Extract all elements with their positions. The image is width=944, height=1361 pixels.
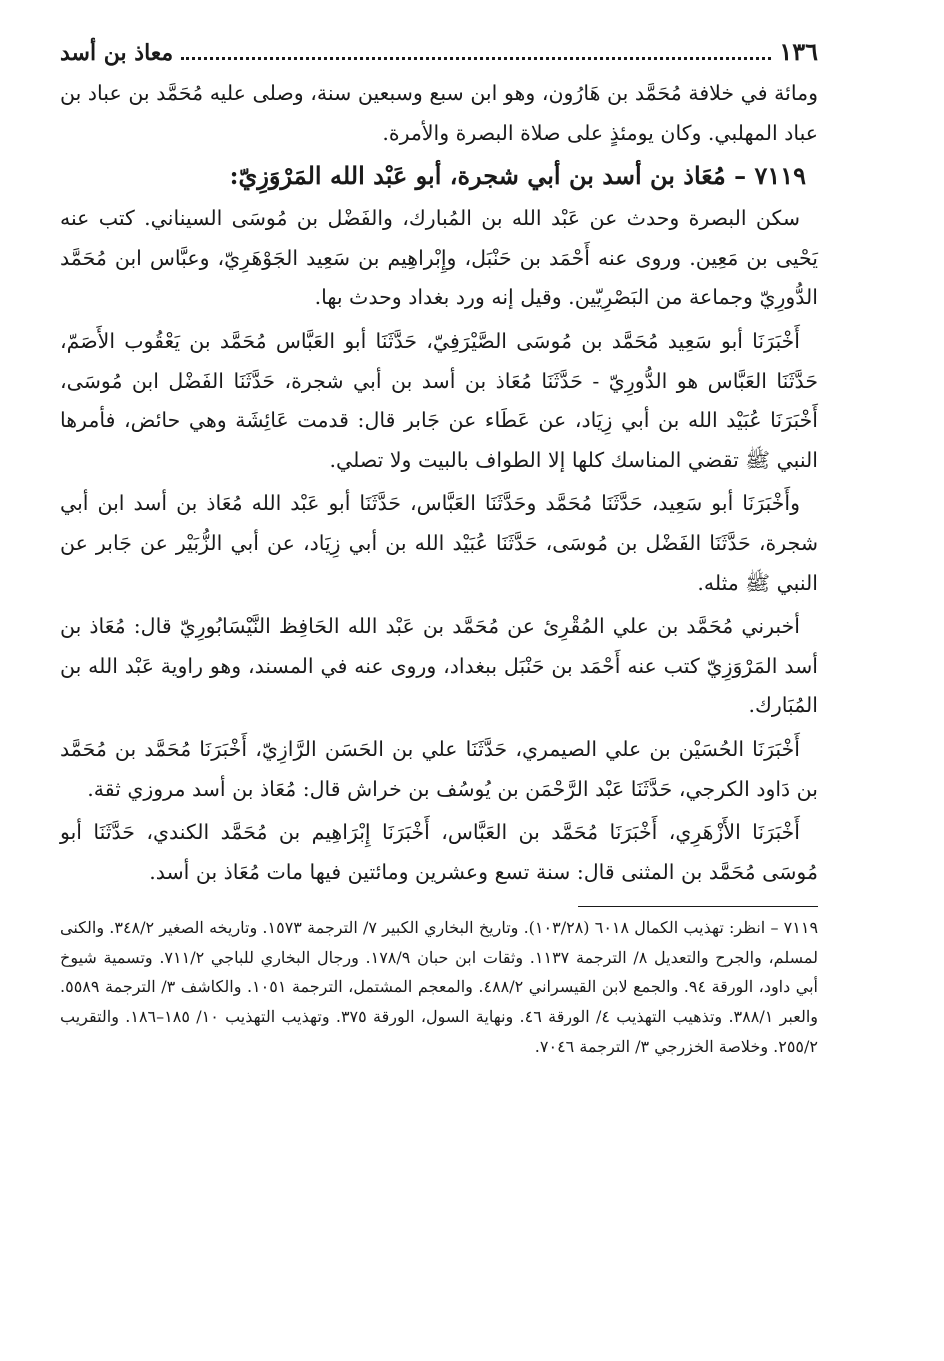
entry-paragraph-khirash: أَخْبَرَنَا الحُسَيْن بن علي الصيمري، حَدَّثَنَا علي بن الحَسَن الرَّازِيّ، أَخْبَرَنَا مُحَمَّد بن مُحَمَّد بن دَاود الكرجي، حَدَّثَنَا عَبْد الرَّحْمَن بن يُوسُف بن خراش قال: مُعَاذ بن أسد مروزي ثقة.	[60, 736, 818, 801]
running-head-title: معاذ بن أسد	[60, 40, 174, 66]
entry-paragraph-hadith-1: أَخْبَرَنَا أبو سَعِيد مُحَمَّد بن مُوسَى الصَّيْرَفِيّ، حَدَّثَنَا أبو العَبَّاس مُحَمَّد بن يَعْقُوب الأَصَمّ، حَدَّثَنَا العَبَّاس هو الدُّورِيّ - حَدَّثَنَا مُعَاذ بن أسد بن أبي شجرة، حَدَّثَنَا الفَضْل ابن مُوسَى، أَخْبَرَنَا عُبَيْد الله بن أبي زِيَاد، عن عَطَاء عن جَابر قال: قدمت عَائِشَة وهي حائض، فأمرها النبي ﷺ تقضي المناسك كلها إلا الطواف بالبيت ولا تصلي.	[60, 328, 819, 472]
leader-dots	[181, 39, 771, 60]
continuation-paragraph: ومائة في خلافة مُحَمَّد بن هَارُون، وهو ابن سبع وسبعين سنة، وصلى عليه مُحَمَّد بن عباد بن عباد المهلبي. وكان يومئذٍ على صلاة البصرة والأمرة.	[60, 81, 818, 145]
entry-paragraph-biography: سكن البصرة وحدث عن عَبْد الله بن المُبارك، والفَضْل بن مُوسَى السيناني. كتب عنه يَحْيى بن مَعِين. وروى عنه أَحْمَد بن حَنْبَل، وإِبْراهِيم بن سَعِيد الجَوْهَرِيّ، وعبَّاس ابن مُحَمَّد الدُّورِيّ وجماعة من البَصْرِيّين. وقيل إنه ورد بغداد وحدث بها.	[60, 206, 818, 310]
footnote-rule	[578, 906, 818, 907]
page-number: ١٣٦	[779, 37, 818, 66]
entry-paragraph-hadith-2: وأَخْبَرَنَا أبو سَعِيد، حَدَّثَنَا مُحَمَّد وحَدَّثَنَا العَبَّاس، حَدَّثَنَا أبو عَبْد الله مُعَاذ بن أسد ابن أبي شجرة، حَدَّثَنَا الفَضْل بن مُوسَى، حَدَّثَنَا عُبَيْد الله بن أبي زِيَاد، عن أبي الزُّبَيْر عن جَابر عن النبي ﷺ مثله.	[60, 491, 818, 595]
entry-heading: ٧١١٩ – مُعَاذ بن أسد بن أبي شجرة، أبو عَبْد الله المَرْوَزِيّ:	[229, 161, 806, 191]
running-head	[60, 30, 818, 74]
entry-paragraph-naysaburi: أخبرني مُحَمَّد بن علي المُقْرِئ عن مُحَمَّد بن عَبْد الله الحَافِظ النَّيْسَابُورِيّ قال: مُعَاذ بن أسد المَرْوَزِيّ كتب عنه أَحْمَد بن حَنْبَل ببغداد، وروى عنه في المسند، وهو راوية عَبْد الله بن المُبَارك.	[60, 614, 818, 718]
entry-paragraph-death: أَخْبَرَنَا الأَزْهَرِي، أَخْبَرَنَا مُحَمَّد بن العَبَّاس، أَخْبَرَنَا إِبْرَاهِيم بن مُحَمَّد الكندي، حَدَّثَنَا أبو مُوسَى مُحَمَّد بن المثنى قال: سنة تسع وعشرين ومائتين فيها مات مُعَاذ بن أسد.	[60, 820, 818, 884]
book-page	[60, 30, 818, 1061]
footnote: ٧١١٩ – انظر: تهذيب الكمال ٦٠١٨ (١٠٣/٢٨). وتاريخ البخاري الكبير ٧/ الترجمة ١٥٧٣. وتاريخه الصغير ٣٤٨/٢. والكنى لمسلم، والجرح والتعديل ٨/ الترجمة ١١٣٧. وثقات ابن حبان ١٧٨/٩. ورجال البخاري للباجي ٧١١/٢. وتسمية شيوخ أبي داود، الورقة ٩٤. والجمع لابن القيسراني ٤٨٨/٢. والمعجم المشتمل، الترجمة ١٠٥١. والكاشف ٣/ الترجمة ٥٥٨٩. والعبر ٣٨٨/١. وتذهيب التهذيب ٤/ الورقة ٤٦. ونهاية السول، الورقة ٣٧٥. وتهذيب التهذيب ١٠/ ١٨٥–١٨٦. والتقريب ٢٥٥/٢. وخلاصة الخزرجي ٣/ الترجمة ٧٠٤٦.	[60, 918, 819, 1056]
